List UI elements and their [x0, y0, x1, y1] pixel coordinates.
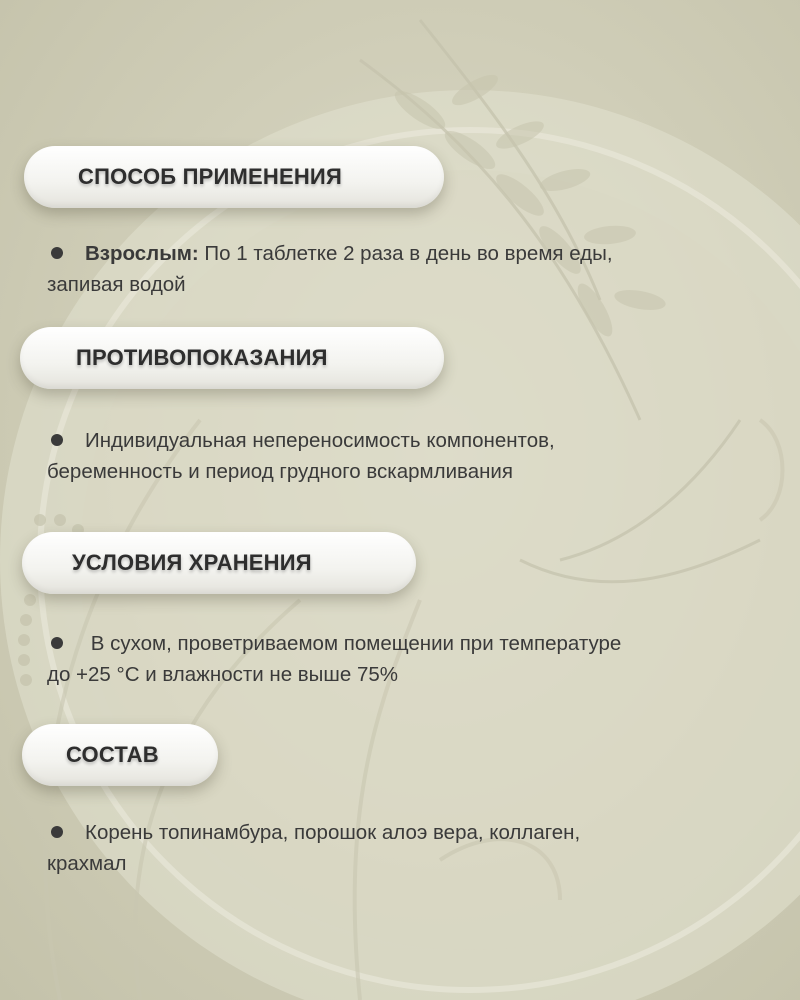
- contraindications-text-line1: Индивидуальная непереносимость компонентов,: [85, 429, 555, 452]
- bullet-icon: [51, 826, 63, 838]
- section-header-storage: [22, 532, 416, 594]
- section-title-contraindications: ПРОТИВОПОКАЗАНИЯ: [76, 345, 328, 370]
- section-header-usage: [24, 146, 444, 208]
- section-text-usage: [47, 238, 747, 300]
- section-text-contraindications: [47, 425, 747, 487]
- bullet-icon: [51, 247, 63, 259]
- section-title-composition: СОСТАВ: [66, 742, 159, 767]
- section-title-storage: УСЛОВИЯ ХРАНЕНИЯ: [72, 550, 312, 575]
- usage-text-line2: запивая водой: [47, 273, 186, 296]
- usage-text-line1: По 1 таблетке 2 раза в день во время еды,: [198, 242, 613, 265]
- bullet-icon: [51, 434, 63, 446]
- section-text-composition: [47, 817, 747, 879]
- section-title-usage: СПОСОБ ПРИМЕНЕНИЯ: [78, 164, 342, 189]
- section-text-storage: [47, 628, 747, 690]
- storage-text-line1: В сухом, проветриваемом помещении при температуре: [85, 632, 622, 655]
- bullet-icon: [51, 637, 63, 649]
- contraindications-text-line2: беременность и период грудного вскармливания: [47, 460, 513, 483]
- composition-text-line2: крахмал: [47, 852, 127, 875]
- usage-lead: Взрослым:: [85, 242, 199, 265]
- section-header-contraindications: [20, 327, 444, 389]
- section-header-composition: [22, 724, 218, 786]
- composition-text-line1: Корень топинамбура, порошок алоэ вера, коллаген,: [85, 821, 581, 844]
- storage-text-line2: до +25 °С и влажности не выше 75%: [47, 663, 398, 686]
